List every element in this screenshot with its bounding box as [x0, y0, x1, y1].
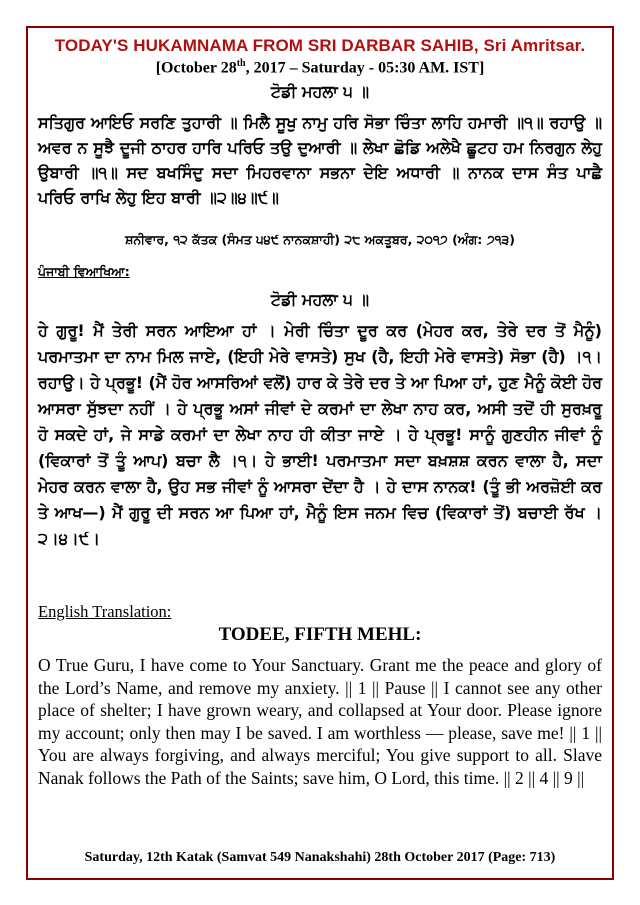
date-line [28, 58, 612, 77]
date-superscript: th [236, 58, 246, 69]
page-title: TODAY'S HUKAMNAMA FROM SRI DARBAR SAHIB, Sri Amritsar. [54, 36, 586, 55]
footer-date: Saturday, 12th Katak (Samvat 549 Nanakshahi) 28th October 2017 (Page: 713) [84, 850, 556, 865]
date-prefix: [October 28 [155, 59, 237, 77]
punjabi-explanation-label: ਪੰਜਾਬੀ ਵਿਆਖਿਆ: [38, 264, 130, 279]
english-heading: TODEE, FIFTH MEHL: [218, 624, 422, 645]
gurmukhi-verse: ਸਤਿਗੁਰ ਆਇਓ ਸਰਣਿ ਤੁਹਾਰੀ ॥ ਮਿਲੈ ਸੂਖੁ ਨਾਮੁ ਹਰਿ ਸੋਭਾ ਚਿੰਤਾ ਲਾਹਿ ਹਮਾਰੀ ॥੧॥ ਰਹਾਉ ॥ ਅਵਰ ਨ ਸੂਝੈ ਦੂਜੀ ਠਾਹਰ ਹਾਰਿ ਪਰਿਓ ਤਉ ਦੁਆਰੀ ॥ ਲੇਖਾ ਛੋਡਿ ਅਲੇਖੈ ਛੂਟਹ ਹਮ ਨਿਰਗੁਨ ਲੇਹੁ ਉਬਾਰੀ ॥੧॥ ਸਦ ਬਖਸਿੰਦੁ ਸਦਾ ਮਿਹਰਵਾਨਾ ਸਭਨਾ ਦੇਇ ਅਧਾਰੀ ॥ ਨਾਨਕ ਦਾਸ ਸੰਤ ਪਾਛੈ ਪਰਿਓ ਰਾਖਿ ਲੇਹੁ ਇਹ ਬਾਰੀ ॥੨॥੪॥੯॥ [38, 113, 602, 207]
english-translation: O True Guru, I have come to Your Sanctuary. Grant me the peace and glory of the Lord’s Name, and remove my anxiety. || 1 || Pause || I cannot see any other place of shelter; I have grown weary, and collapsed at Your door. Please ignore my account; only then may I be saved. I am worthless — please, save me! || 1 || You are always forgiving, and always merciful; You give support to all. Slave Nanak follows the Path of the Saints; save him, O Lord, this time. || 2 || 4 || 9 || [38, 655, 602, 788]
gurmukhi-date-line: ਸ਼ਨੀਵਾਰ, ੧੨ ਕੱਤਕ (ਸੰਮਤ ੫੪੯ ਨਾਨਕਸ਼ਾਹੀ) ੨੮ ਅਕਤੂਬਰ, ੨੦੧੭ (ਅੰਗ: ੭੧੩) [125, 232, 515, 247]
punjabi-explanation: ਹੇ ਗੁਰੂ! ਮੈਂ ਤੇਰੀ ਸਰਨ ਆਇਆ ਹਾਂ । ਮੇਰੀ ਚਿੰਤਾ ਦੂਰ ਕਰ (ਮੇਹਰ ਕਰ, ਤੇਰੇ ਦਰ ਤੋਂ ਮੈਨੂੰ) ਪਰਮਾਤਮਾ ਦਾ ਨਾਮ ਮਿਲ ਜਾਏ, (ਇਹੀ ਮੇਰੇ ਵਾਸਤੇ) ਸੁਖ (ਹੈ, ਇਹੀ ਮੇਰੇ ਵਾਸਤੇ) ਸੋਭਾ (ਹੈ) ।੧।ਰਹਾਉ। ਹੇ ਪ੍ਰਭੂ! (ਮੈਂ ਹੋਰ ਆਸਰਿਆਂ ਵਲੋਂ) ਹਾਰ ਕੇ ਤੇਰੇ ਦਰ ਤੇ ਆ ਪਿਆ ਹਾਂ, ਹੁਣ ਮੈਨੂੰ ਕੋਈ ਹੋਰ ਆਸਰਾ ਸੁੱਝਦਾ ਨਹੀਂ । ਹੇ ਪ੍ਰਭੂ ਅਸਾਂ ਜੀਵਾਂ ਦੇ ਕਰਮਾਂ ਦਾ ਲੇਖਾ ਨਾਹ ਕਰ, ਅਸੀ ਤਦੋਂ ਹੀ ਸੁਰਖ਼ਰੂ ਹੋ ਸਕਦੇ ਹਾਂ, ਜੇ ਸਾਡੇ ਕਰਮਾਂ ਦਾ ਲੇਖਾ ਨਾਹ ਹੀ ਕੀਤਾ ਜਾਏ । ਹੇ ਪ੍ਰਭੂ! ਸਾਨੂੰ ਗੁਣਹੀਨ ਜੀਵਾਂ ਨੂੰ (ਵਿਕਾਰਾਂ ਤੋਂ ਤੂੰ ਆਪ) ਬਚਾ ਲੈ ।੧। ਹੇ ਭਾਈ! ਪਰਮਾਤਮਾ ਸਦਾ ਬਖ਼ਸ਼ਸ਼ ਕਰਨ ਵਾਲਾ ਹੈ, ਸਦਾ ਮੇਹਰ ਕਰਨ ਵਾਲਾ ਹੈ, ਉਹ ਸਭ ਜੀਵਾਂ ਨੂੰ ਆਸਰਾ ਦੇਂਦਾ ਹੈ । ਹੇ ਦਾਸ ਨਾਨਕ! (ਤੂੰ ਭੀ ਅਰਜ਼ੋਈ ਕਰ ਤੇ ਆਖ—) ਮੈਂ ਗੁਰੂ ਦੀ ਸਰਨ ਆ ਪਿਆ ਹਾਂ, ਮੈਨੂੰ ਇਸ ਜਨਮ ਵਿਚ (ਵਿਕਾਰਾਂ ਤੋਂ) ਬਚਾਈ ਰੱਖ ।੨।੪।੯। [38, 321, 602, 548]
date-suffix: , 2017 – Saturday - 05:30 AM. IST] [245, 59, 485, 77]
english-translation-label: English Translation: [38, 602, 172, 621]
hukamnama-card [26, 26, 614, 880]
gurmukhi-heading: ਟੋਡੀ ਮਹਲਾ ੫ ॥ [270, 82, 370, 101]
gurmukhi-heading-2: ਟੋਡੀ ਮਹਲਾ ੫ ॥ [270, 290, 370, 309]
